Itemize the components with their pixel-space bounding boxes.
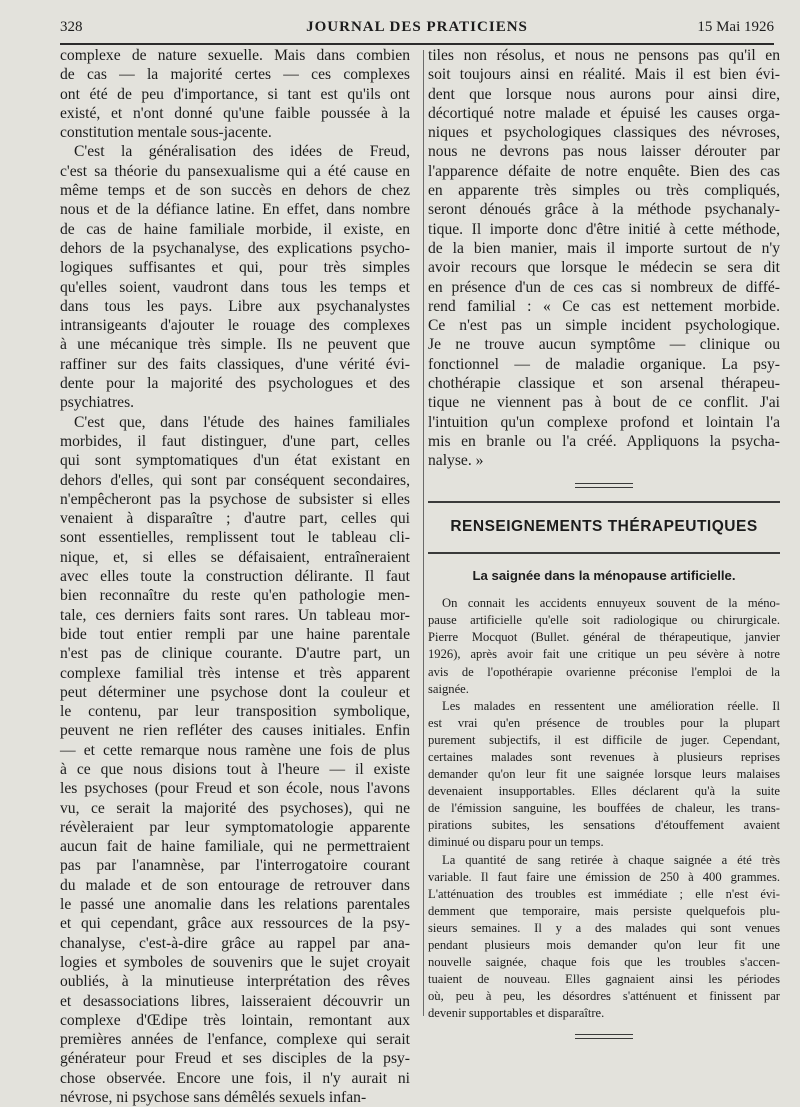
text-line: générateur pour Freud et ses disciples de la psy- bbox=[60, 1050, 410, 1068]
text-line: ont été de peu d'importance, si tant est qu'ils ont bbox=[60, 85, 410, 103]
text-line: diminué ou disparu pour un temps. bbox=[428, 835, 604, 850]
text-line: psychiatres. bbox=[60, 394, 135, 412]
text-line: variable. Il faut faire une émission de 250 à 400 grammes. bbox=[428, 869, 780, 884]
right-column bbox=[428, 46, 780, 1039]
text-line: chanalyse, c'est-à-dire grâce au rappel par ana- bbox=[60, 934, 410, 952]
text-line: tale, ces derniers faits sont rares. Un tableau mor- bbox=[60, 606, 410, 624]
text-line: dans tous les pays. Libre aux psychanalystes bbox=[60, 297, 410, 315]
text-line: pause artificielle qu'elle soit radiologique ou chirurgicale. bbox=[428, 613, 780, 628]
text-line: nouvelle saignée, chaque fois que les troubles s'accen- bbox=[428, 955, 780, 970]
text-line: tique ne viennent pas à bout de ce conflit. J'ai bbox=[428, 394, 780, 412]
text-line: nous et de la défiance latine. En effet, dans nombre bbox=[60, 201, 410, 219]
text-line: l'apparence défaite de notre enquête. Bien des cas bbox=[428, 162, 780, 180]
text-line: les psychoses (pour Freud et son école, nous l'avons bbox=[60, 780, 410, 798]
section-rule-bottom bbox=[428, 552, 780, 554]
text-line: constitution mentale sous-jacente. bbox=[60, 124, 272, 142]
text-line: certaines malades sont revenues à plusieurs reprises bbox=[428, 749, 780, 764]
text-line: dente pour la majorité des psychologues et des bbox=[60, 375, 410, 393]
text-line: — et cette remarque nous ramène une fois de plus bbox=[60, 741, 410, 759]
text-line: en apparente très simples ou très compliqués, bbox=[428, 182, 780, 200]
text-line: venaient à disparaître ; d'autre part, celles qui bbox=[60, 510, 410, 528]
text-line: névrose, ni psychose sans démêlés sexuels infan- bbox=[60, 1089, 367, 1107]
text-line: nalyse. » bbox=[428, 452, 484, 470]
text-line: l'intuition qu'un complexe profond et lointain l'a bbox=[428, 413, 780, 431]
issue-date: 15 Mai 1926 bbox=[697, 19, 774, 35]
text-line: tique. Il importe donc d'être initié à cette méthode, bbox=[428, 220, 780, 238]
text-line: premières années de l'enfance, complexe qui serait bbox=[60, 1031, 410, 1049]
text-line: saignée. bbox=[428, 681, 469, 696]
text-line: du malade et de son entourage de retrouver dans bbox=[60, 876, 410, 894]
text-line: avis de l'opothérapie ovarienne préconise l'emploi de la bbox=[428, 664, 780, 679]
text-line: aucun fait de haine familiale, qui ne permettraient bbox=[60, 838, 410, 856]
column-divider bbox=[423, 50, 424, 1016]
text-line: C'est que, dans l'étude des haines familiales bbox=[74, 413, 410, 431]
article-body bbox=[428, 595, 780, 1022]
text-line: mis en branle ou l'a créé. Appliquons la psycha- bbox=[428, 432, 780, 450]
text-line: chose observée. Encore une fois, il n'y aurait ni bbox=[60, 1069, 410, 1087]
text-line: de cas de haine familiale morbide, il existe, en bbox=[60, 220, 410, 238]
text-line: bien reconnaître du reste qu'en pathologie men- bbox=[60, 587, 410, 605]
text-line: devenir supportables et disparaître. bbox=[428, 1006, 605, 1021]
text-line: existé, et n'ont donné qu'une faible poussée à la bbox=[60, 104, 410, 122]
text-line: sieurs semaines. Il y a des malades qui sont venues bbox=[428, 920, 780, 935]
text-line: nique, et, si elles se défaisaient, entraîneraient bbox=[60, 548, 410, 566]
text-line: qui sont symptomatiques d'un état existant en bbox=[60, 452, 410, 470]
text-line: raffiner sur des faits classiques, d'une vérité évi- bbox=[60, 355, 410, 373]
text-line: avec elles toute la construction délirante. Il faut bbox=[60, 568, 410, 586]
text-line: demander qu'on leur fit une saignée lorsque leurs malaises bbox=[428, 767, 780, 782]
text-line: seront dénoués grâce à la méthode psychanaly- bbox=[428, 201, 780, 219]
text-line: même temps et de son succès en dehors de chez bbox=[60, 182, 410, 200]
text-line: Pierre Mocquot (Bullet. général de thérapeutique, janvier bbox=[428, 630, 780, 645]
text-line: 1926), après avoir fait une critique un peu sévère à notre bbox=[428, 647, 780, 662]
text-line: c'est sa théorie du pansexualisme qui a été cause en bbox=[60, 162, 410, 180]
left-column bbox=[60, 46, 410, 1107]
text-line: de l'émission sanguine, les bouffées de chaleur, les trans- bbox=[428, 801, 780, 816]
continuation-text bbox=[428, 46, 780, 471]
text-line: peuvent ne rien refléter des causes initiales. Enfin bbox=[60, 722, 410, 740]
text-line: de la bien manier, mais il importe surtout de n'y bbox=[428, 239, 780, 257]
text-line: avoir recours que lorsque le médecin se sera dit bbox=[428, 259, 780, 277]
text-line: à ce que nous disions tout à l'heure — il existe bbox=[60, 760, 410, 778]
text-line: révèleraient par leur symptomatologie apparente bbox=[60, 818, 410, 836]
text-line: complexe familial très intense et très apparent bbox=[60, 664, 410, 682]
article-title: La saignée dans la ménopause artificielle. bbox=[472, 567, 736, 583]
text-line: On connait les accidents ennuyeux souvent de la méno- bbox=[442, 596, 780, 611]
text-line: L'atténuation des troubles est immédiate ; elle n'est évi- bbox=[428, 886, 780, 901]
text-line: pendant plusieurs mois demander qu'on leur fit une bbox=[428, 938, 780, 952]
text-line: logies et symboles de souvenirs que le sujet croyait bbox=[60, 953, 410, 971]
text-line: soit toujours ainsi en réalité. Mais il est bien évi- bbox=[428, 66, 780, 84]
text-line: pas par l'anamnèse, par l'interrogatoire courant bbox=[60, 857, 410, 875]
text-line: complexe d'Œdipe très lointain, remontant aux bbox=[60, 1011, 410, 1029]
text-line: décortiqué notre malade et épuisé les causes orga- bbox=[428, 104, 780, 122]
text-line: qu'elles soient, vaudront dans tous les temps et bbox=[60, 278, 410, 296]
text-line: et qui cependant, grâce aux ressources de la psy- bbox=[60, 915, 410, 933]
text-line: le passé une anomalie dans les relations parentales bbox=[60, 896, 410, 914]
text-line: purement subjectifs, il est difficile de juger. Cependant, bbox=[428, 732, 780, 747]
text-line: intransigeants d'ajouter le rouage des complexes bbox=[60, 317, 410, 335]
end-separator bbox=[575, 1034, 633, 1039]
text-line: La quantité de sang retirée à chaque saignée a été très bbox=[442, 852, 780, 867]
text-line: tuaient de nouveau. Elles gagnaient ainsi les périodes bbox=[428, 972, 780, 987]
text-line: morbides, il faut distinguer, d'une part, celles bbox=[60, 432, 410, 450]
text-line: devenaient insupportables. Elles déclarent qu'à la suite bbox=[428, 784, 780, 799]
text-line: Ce n'est pas un simple incident psychologique. bbox=[428, 317, 780, 335]
text-line: de cas — la majorité certes — ces complexes bbox=[60, 66, 410, 84]
journal-title: JOURNAL DES PRATICIENS bbox=[306, 19, 528, 35]
text-line: complexe de nature sexuelle. Mais dans combien bbox=[60, 47, 410, 64]
page-number: 328 bbox=[60, 19, 83, 35]
section-title: RENSEIGNEMENTS THÉRAPEUTIQUES bbox=[450, 517, 758, 535]
text-line: logiques suffisantes et qui, pour très simples bbox=[60, 259, 410, 277]
text-line: le contenu, par leur transposition symbolique, bbox=[60, 703, 410, 721]
text-line: nous ne devrons pas nous laisser dérouter par bbox=[428, 143, 780, 161]
text-line: et desassociations libres, laisseraient découvrir un bbox=[60, 992, 410, 1010]
text-line: pirations subites, les sensations d'étouffement avaient bbox=[428, 818, 780, 833]
text-line: C'est la généralisation des idées de Freud, bbox=[74, 143, 410, 161]
text-line: n'empêcheront pas la psychose de subsister si elles bbox=[60, 490, 410, 508]
text-line: Les malades en ressentent une amélioration réelle. Il bbox=[442, 698, 780, 713]
page-header bbox=[60, 17, 774, 45]
text-line: sont essentielles, remplissent tout le tableau cli- bbox=[60, 529, 410, 547]
text-line: rend familial : « Ce cas est nettement morbide. bbox=[428, 297, 780, 315]
text-line: niques et psychologiques classiques des névroses, bbox=[428, 124, 780, 142]
text-line: chothérapie classique et son arsenal thérapeu- bbox=[428, 375, 780, 393]
text-line: peut déterminer une psychose dont la couleur et bbox=[60, 683, 410, 701]
text-line: Je ne trouve aucun symptôme — clinique ou bbox=[428, 336, 780, 354]
text-line: n'est pas de clinique courante. D'autre part, un bbox=[60, 645, 410, 663]
text-line: tiles non résolus, et nous ne pensons pas qu'il en bbox=[428, 47, 780, 64]
text-line: en présence d'un de ces cas si nombreux de diffé- bbox=[428, 278, 780, 296]
text-line: fonctionnel — de maladie organique. La psy- bbox=[428, 355, 780, 373]
text-line: dehors de la psychanalyse, des explications psycho- bbox=[60, 239, 410, 257]
text-line: dehors d'elles, qui sont par conséquent secondaires, bbox=[60, 471, 410, 489]
text-line: vu, ce serait la majorité des psychoses), qui ne bbox=[60, 799, 410, 817]
text-line: demment que temporaire, mais persiste quelquefois plu- bbox=[428, 903, 780, 918]
text-line: à une mécanique très simple. Ils ne peuvent que bbox=[60, 336, 410, 354]
text-line: oubliés, à la minutieuse interprétation des rêves bbox=[60, 973, 410, 991]
text-line: est vrai qu'en présence de troubles pour la plupart bbox=[428, 715, 780, 730]
text-line: bide tout entier rempli par une haine parentale bbox=[60, 625, 410, 643]
text-line: où, peu à peu, les désordres s'atténuent et finissent par bbox=[428, 989, 780, 1004]
text-line: dent que lorsque nous aurons pour ainsi dire, bbox=[428, 85, 780, 103]
